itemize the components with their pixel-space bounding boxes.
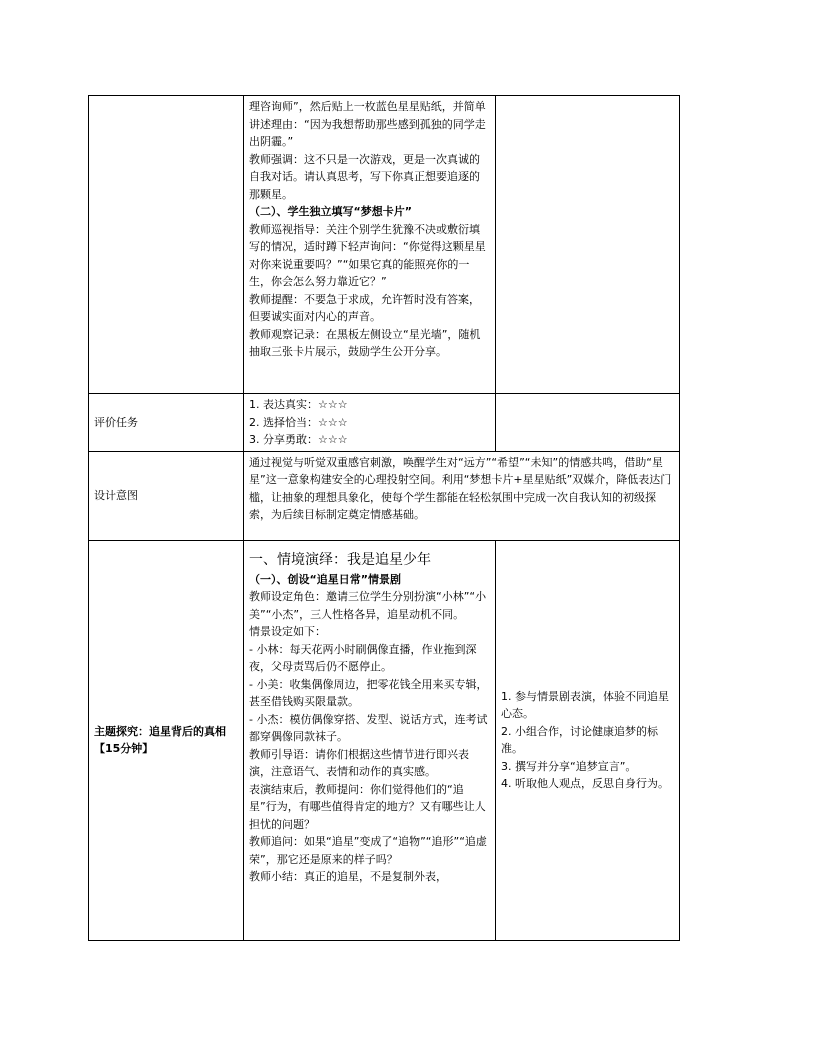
row1-subheading: （二）、学生独立填写“梦想卡片” (249, 205, 412, 218)
evaluation-item: 2. 选择恰当：☆☆☆ (249, 415, 348, 429)
row1-paragraph: 理咨询师”，然后贴上一枚蓝色星星贴纸，并简单讲述理由：“因为我想帮助那些感到孤独的同学走出阴霾。” (249, 100, 486, 148)
topic-paragraph: 教师引导语：请你们根据这些情节进行即兴表演，注意语气、表情和动作的真实感。 (249, 747, 469, 778)
row1-paragraph: 教师提醒：不要急于求成，允许暂时没有答案，但要诚实面对内心的声音。 (249, 292, 480, 323)
evaluation-item: 1. 表达真实：☆☆☆ (249, 398, 348, 411)
row1-paragraph: 教师巡视指导：关注个别学生犹豫不决或敷衍填写的情况，适时蹲下轻声询问：“你觉得这颗星星对你来说重要吗？”“如果它真的能照亮你的一生，你会怎么努力靠近它？” (249, 222, 486, 288)
student-activity-item: 4. 听取他人观点，反思自身行为。 (501, 777, 669, 790)
design-label: 设计意图 (89, 451, 244, 540)
row1-paragraph: 教师强调：这不只是一次游戏，更是一次真诚的自我对话。请认真思考，写下你真正想要追逐的那颗星。 (249, 152, 480, 201)
topic-paragraph: 教师追问：如果“追星”变成了“追物”“追形”“追虚荣”，那它还是原来的样子吗？ (249, 835, 487, 866)
topic-heading: 一、情境演绎：我是追星少年 (249, 551, 431, 568)
student-activity-item: 2. 小组合作，讨论健康追梦的标准。 (501, 724, 658, 755)
topic-content-cell (244, 540, 496, 940)
student-activity-item: 1. 参与情景剧表演，体验不同追星心态。 (501, 689, 669, 720)
evaluation-empty-cell (496, 394, 680, 452)
topic-paragraph: - 小杰：模仿偶像穿搭、发型、说话方式，连考试都穿偶像同款袜子。 (249, 712, 488, 743)
lesson-plan-table (88, 95, 680, 941)
topic-subheading: （一）、创设“追星日常”情景剧 (249, 572, 401, 586)
topic-paragraph: 情景设定如下： (249, 625, 326, 638)
topic-paragraph: - 小美：收集偶像周边，把零花钱全用来买专辑，甚至借钱购买限量款。 (249, 677, 488, 708)
design-text: 通过视觉与听觉双重感官刺激，唤醒学生对“远方”“希望”“未知”的情感共鸣，借助“星星”这一意象构建安全的心理投射空间。利用“梦想卡片+星星贴纸”双媒介，降低表达门槛，让抽象的理想具象化，使每个学生都能在轻松氛围中完成一次自我认知的初级探索，为后续目标制定奠定情感基础。 (244, 451, 680, 540)
row1-paragraph: 教师观察记录：在黑板左侧设立“星光墙”，随机抽取三张卡片展示，鼓励学生公开分享。 (249, 327, 481, 358)
student-activity-cell (496, 540, 680, 940)
topic-paragraph: - 小林：每天花两小时刷偶像直播，作业拖到深夜，父母责骂后仍不愿停止。 (249, 642, 477, 673)
student-activity-item: 3. 撰写并分享“追梦宣言”。 (501, 759, 637, 773)
evaluation-items (244, 394, 496, 452)
topic-label: 主题探究：追星背后的真相【15分钟】 (89, 540, 244, 940)
row1-activity-cell (496, 96, 680, 394)
evaluation-label: 评价任务 (89, 394, 244, 452)
topic-paragraph: 表演结束后，教师提问：你们觉得他们的“追星”行为，有哪些值得肯定的地方？又有哪些让人担忧的问题？ (249, 782, 486, 831)
evaluation-item: 3. 分享勇敢：☆☆☆ (249, 433, 348, 446)
row1-label-cell (89, 96, 244, 394)
topic-paragraph: 教师小结：真正的追星，不是复制外表， (249, 870, 447, 883)
topic-paragraph: 教师设定角色：邀请三位学生分别扮演“小林”“小美”“小杰”，三人性格各异，追星动机不同。 (249, 590, 487, 621)
row1-content-cell (244, 96, 496, 394)
